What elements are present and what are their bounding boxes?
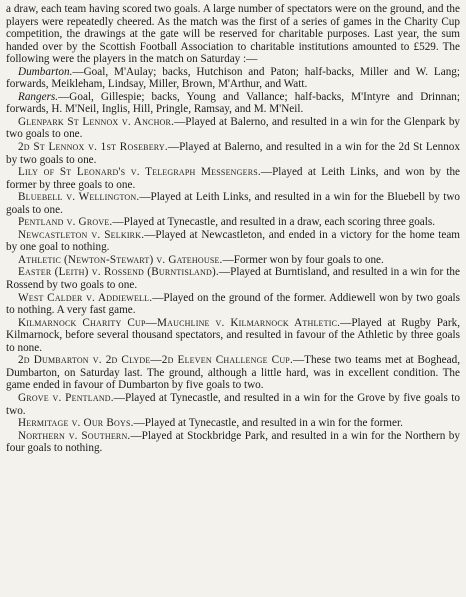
match-heading: West Calder v. Addiewell.: [18, 291, 153, 304]
match-report-paragraph: [6, 254, 460, 267]
match-heading: Kilmarnock Charity Cup—Mauchline v. Kilmarnock Athletic.: [18, 316, 341, 329]
report-text: —Played at Balerno, and resulted in a win for the Glenpark by two goals to one.: [6, 115, 461, 141]
match-report-paragraph: [6, 417, 460, 430]
match-reports-article: [6, 3, 460, 455]
match-heading: Glenpark St Lennox v. Anchor.: [18, 115, 175, 128]
match-heading: Pentland v. Grove.: [18, 216, 113, 229]
report-text: —Former won by four goals to one.: [222, 253, 384, 266]
match-report-paragraph: [6, 191, 460, 216]
report-text: —Played at Tynecastle, and resulted in a draw, each scoring three goals.: [112, 216, 436, 229]
match-report-paragraph: [6, 216, 460, 229]
report-text: —Played at Burntisland, and resulted in a win for the Rossend by two goals to one.: [6, 266, 460, 292]
report-text: a draw, each team having scored two goals. A large number of spectators were on the ground, and the players were repeatedly cheered. As the match was the first of a series of games in the Charity Cup competition, the drawings at the gate will be reserved for charitable purposes. Last year, the sum handed over by the Scottish Football Association to charitable institutions amounted to £529. The following were the players in the match on Saturday :—: [6, 3, 460, 66]
match-heading: 2d St Lennox v. 1st Rosebery.: [18, 141, 168, 154]
report-text: —Goal, M'Aulay; backs, Hutchison and Paton; half-backs, Miller and W. Lang; forwards, Meikleham, Lindsay, Miller, Brown, M'Arthur, and Watt.: [6, 65, 460, 91]
match-report-paragraph: [6, 229, 460, 254]
match-report-paragraph: [6, 392, 460, 417]
match-report-paragraph: [6, 266, 460, 291]
report-text: —Played at Balerno, and resulted in a win for the 2d St Lennox by two goals to one.: [6, 141, 460, 166]
match-report-paragraph: [6, 354, 460, 392]
match-heading: 2d Dumbarton v. 2d Clyde—2d Eleven Challenge Cup.: [18, 354, 293, 367]
report-text: —Goal, Gillespie; backs, Young and Vallance; half-backs, M'Intyre and Drinnan; forwards, H. M'Neil, Inglis, Hill, Pringle, Ramsay, and M. M'Neil.: [6, 90, 460, 116]
report-text: —Played at Newcastleton, and ended in a victory for the home team by one goal to nothing.: [6, 228, 460, 254]
match-report-paragraph: [6, 91, 460, 116]
report-text: —Played at Stockbridge Park, and resulted in a win for the Northern by four goals to nothing.: [6, 429, 460, 455]
match-heading: Lily of St Leonard's v. Telegraph Messengers.: [18, 166, 261, 179]
match-heading: Athletic (Newton-Stewart) v. Gatehouse.: [18, 253, 223, 266]
team-heading: Rangers.: [18, 90, 59, 103]
match-report-paragraph: [6, 317, 460, 355]
report-text: —Played on the ground of the former. Addiewell won by two goals to nothing. A very fast game.: [6, 291, 461, 317]
match-report-paragraph: [6, 141, 460, 166]
report-text: —Played at Tynecastle, and resulted in a win for the former.: [133, 417, 403, 430]
report-text: —Played at Tynecastle, and resulted in a win for the Grove by five goals to two.: [6, 391, 460, 417]
match-heading: Hermitage v. Our Boys.: [18, 417, 134, 430]
match-heading: Easter (Leith) v. Rossend (Burntisland).: [18, 266, 219, 279]
match-report-paragraph: [6, 430, 460, 455]
intro-paragraph: [6, 3, 460, 66]
match-heading: Grove v. Pentland.: [18, 391, 114, 404]
match-heading: Northern v. Southern.: [18, 429, 131, 442]
match-report-paragraph: [6, 166, 460, 191]
team-heading: Dumbarton.: [18, 65, 73, 78]
report-text: —Played at Leith Links, and won by the former by three goals to one.: [6, 166, 461, 191]
match-report-paragraph: [6, 292, 460, 317]
match-report-paragraph: [6, 66, 460, 91]
match-heading: Newcastleton v. Selkirk.: [18, 228, 145, 241]
match-heading: Bluebell v. Wellington.: [18, 191, 140, 204]
report-text: —Played at Leith Links, and resulted in a win for the Bluebell by two goals to one.: [6, 191, 461, 216]
match-report-paragraph: [6, 116, 460, 141]
report-text: —Played at Rugby Park, Kilmarnock, before several thousand spectators, and resulted in favour of the Athletic by three goals to none.: [6, 316, 460, 354]
report-text: —These two teams met at Boghead, Dumbarton, on Saturday last. The ground, although a little hard, was in excellent condition. The game ended in favour of Dumbarton by five goals to two.: [6, 354, 460, 392]
